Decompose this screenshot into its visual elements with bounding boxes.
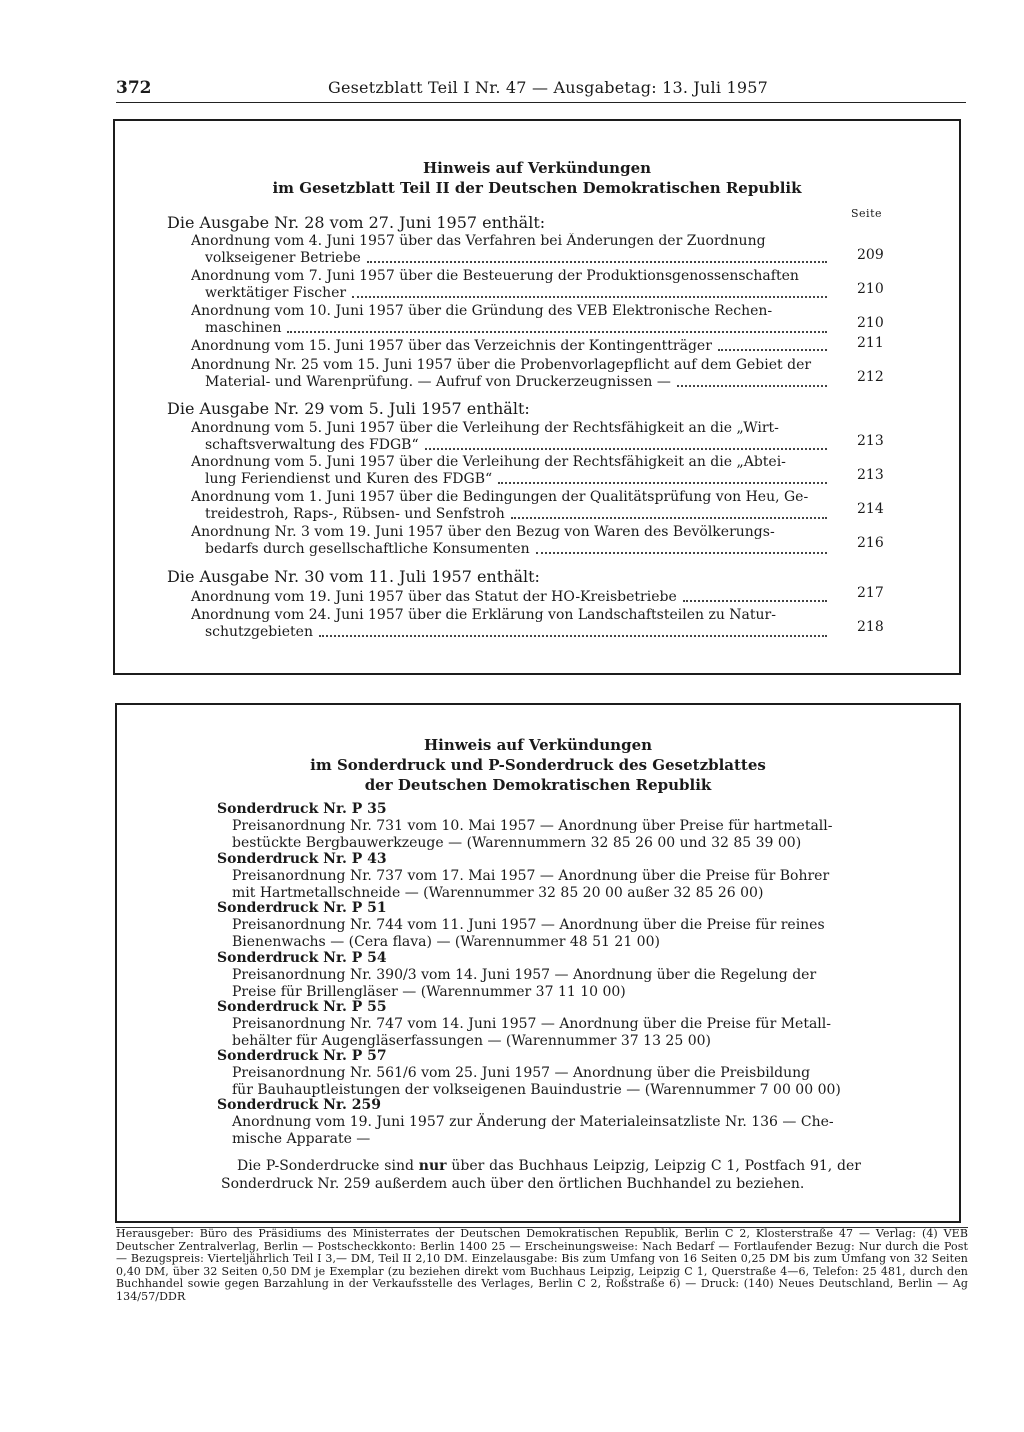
entry-line2: werktätiger Fischer <box>205 285 347 301</box>
sonderdruck-line1: Preisanordnung Nr. 737 vom 17. Mai 1957 — Anordnung über die Preise für Bohrer <box>232 868 830 884</box>
entry-line2: schaftsverwaltung des FDGB“ <box>205 437 419 453</box>
list-item <box>217 900 862 951</box>
entry-line2: bedarfs durch gesellschaftliche Konsumenten <box>205 541 530 557</box>
seite-label: Seite <box>851 207 882 220</box>
entry-line1: Anordnung vom 5. Juni 1957 über die Verleihung der Rechtsfähigkeit an die „Wirt- <box>191 420 779 436</box>
sonderdruck-line2: bestückte Bergbauwerkzeuge — (Warennummern 32 85 26 00 und 32 85 39 00) <box>232 835 802 851</box>
sonderdruck-heading: Sonderdruck Nr. P 55 <box>217 999 387 1015</box>
list-item <box>191 420 833 454</box>
sonderdruck-heading: Sonderdruck Nr. P 35 <box>217 801 387 817</box>
entry-line1: Anordnung vom 4. Juni 1957 über das Verfahren bei Änderungen der Zuordnung <box>191 233 766 249</box>
sonderdruck-line2: für Bauhauptleistungen der volkseigenen Bauindustrie — (Warennummer 7 00 00 00) <box>232 1082 841 1098</box>
list-item <box>217 1097 862 1148</box>
leader-dots <box>677 385 827 387</box>
note-text-post: über das Buchhaus Leipzig, Leipzig C 1, Postfach 91, der Sonderdruck Nr. 259 außerdem auch über den örtlichen Buchhandel zu beziehen. <box>221 1158 861 1192</box>
issue-heading-30: Die Ausgabe Nr. 30 vom 11. Juli 1957 enthält: <box>167 567 540 586</box>
sonderdruck-line2: mische Apparate — <box>232 1131 371 1147</box>
page-ref: 210 <box>857 315 884 331</box>
entry-line1: Anordnung vom 19. Juni 1957 über das Statut der HO-Kreisbetriebe <box>191 589 677 605</box>
list-item <box>191 233 833 267</box>
list-item <box>191 303 833 337</box>
list-item <box>191 524 833 558</box>
list-item <box>191 589 833 606</box>
sonderdruck-line1: Anordnung vom 19. Juni 1957 zur Änderung der Materialeinsatzliste Nr. 136 — Che- <box>232 1114 834 1130</box>
sonderdruck-heading: Sonderdruck Nr. P 43 <box>217 851 387 867</box>
sonderdruck-heading: Sonderdruck Nr. P 57 <box>217 1048 387 1064</box>
imprint-footer: Herausgeber: Büro des Präsidiums des Ministerrates der Deutschen Demokratischen Republik, Berlin C 2, Klosterstraße 47 — Verlag: (4) VEB Deutscher Zentralverlag, Berlin — Postscheckkonto: Berlin 1400 25 — Erscheinungsweise: Nach Bedarf — Fortlaufender Bezug: Nur durch die Post — Bezugspreis: Vierteljährlich Teil I 3,— DM, Teil II 2,10 DM. Einzelausgabe: Bis zum Umfang von 16 Seiten 0,25 DM bis zum Umfang von 32 Seiten 0,40 DM, über 32 Seiten 0,50 DM je Exemplar (zu beziehen direkt vom Buchhaus Leipzig, Leipzig C 1, Querstraße 4—6, Telefon: 25 481, durch den Buchhandel sowie gegen Barzahlung in der Verkaufsstelle des Verlages, Berlin C 2, Roßstraße 6) — Druck: (140) Neues Deutschland, Berlin — Ag 134/57/DDR <box>116 1227 968 1303</box>
entry-line1: Anordnung vom 15. Juni 1957 über das Verzeichnis der Kontingentträger <box>191 338 712 354</box>
page-ref: 209 <box>857 247 884 263</box>
page-ref: 218 <box>857 619 884 635</box>
page-ref: 214 <box>857 501 884 517</box>
leader-dots <box>718 349 827 351</box>
issue-heading-28: Die Ausgabe Nr. 28 vom 27. Juni 1957 enthält: <box>167 213 546 232</box>
list-item <box>191 489 833 523</box>
notice-box-sonderdruck <box>115 703 961 1223</box>
leader-dots <box>683 600 827 602</box>
sonderdruck-line1: Preisanordnung Nr. 731 vom 10. Mai 1957 — Anordnung über Preise für hartmetall- <box>232 818 833 834</box>
issue-heading-29: Die Ausgabe Nr. 29 vom 5. Juli 1957 enthält: <box>167 399 530 418</box>
page-ref: 210 <box>857 281 884 297</box>
page-ref: 213 <box>857 433 884 449</box>
box1-title <box>115 158 959 198</box>
entry-line2: lung Feriendienst und Kuren des FDGB“ <box>205 471 493 487</box>
page-ref: 216 <box>857 535 884 551</box>
box2-title-line2: im Sonderdruck und P-Sonderdruck des Gesetzblattes <box>310 756 766 774</box>
box1-title-line1: Hinweis auf Verkündungen <box>422 159 652 177</box>
list-item <box>217 801 862 852</box>
distribution-note <box>221 1157 861 1193</box>
page-ref: 212 <box>857 369 884 385</box>
page-ref: 211 <box>857 335 884 351</box>
box2-title-line1: Hinweis auf Verkündungen <box>423 736 653 754</box>
list-item <box>191 607 833 641</box>
list-item <box>217 1048 862 1099</box>
sonderdruck-line1: Preisanordnung Nr. 561/6 vom 25. Juni 1957 — Anordnung über die Preisbildung <box>232 1065 811 1081</box>
sonderdruck-line1: Preisanordnung Nr. 747 vom 14. Juni 1957 — Anordnung über die Preise für Metall- <box>232 1016 831 1032</box>
header-rule <box>116 102 966 103</box>
sonderdruck-line1: Preisanordnung Nr. 390/3 vom 14. Juni 1957 — Anordnung über die Regelung der <box>232 967 817 983</box>
sonderdruck-heading: Sonderdruck Nr. 259 <box>217 1097 382 1113</box>
box2-title <box>117 735 959 795</box>
leader-dots <box>511 517 827 519</box>
entry-line2: Material- und Warenprüfung. — Aufruf von Druckerzeugnissen — <box>205 374 671 390</box>
box1-title-line2: im Gesetzblatt Teil II der Deutschen Demokratischen Republik <box>272 179 802 197</box>
entry-line2: maschinen <box>205 320 282 336</box>
note-text-pre: Die P-Sonderdrucke sind <box>237 1158 419 1174</box>
entry-line1: Anordnung vom 7. Juni 1957 über die Besteuerung der Produktionsgenossenschaften <box>191 268 799 284</box>
entry-line1: Anordnung vom 24. Juni 1957 über die Erklärung von Landschaftsteilen zu Natur- <box>191 607 776 623</box>
sonderdruck-heading: Sonderdruck Nr. P 51 <box>217 900 387 916</box>
page-header <box>116 78 966 102</box>
page-ref: 217 <box>857 585 884 601</box>
sonderdruck-line2: mit Hartmetallschneide — (Warennummer 32 85 20 00 außer 32 85 26 00) <box>232 885 764 901</box>
leader-dots <box>352 296 827 298</box>
entry-line2: volkseigener Betriebe <box>205 250 361 266</box>
leader-dots <box>287 331 827 333</box>
entry-line1: Anordnung vom 10. Juni 1957 über die Gründung des VEB Elektronische Rechen- <box>191 303 773 319</box>
notice-box-part-two <box>113 119 961 675</box>
entry-line1: Anordnung vom 1. Juni 1957 über die Bedingungen der Qualitätsprüfung von Heu, Ge- <box>191 489 809 505</box>
leader-dots <box>367 261 827 263</box>
sonderdruck-line2: Bienenwachs — (Cera flava) — (Warennummer 48 51 21 00) <box>232 934 660 950</box>
list-item <box>217 950 862 1001</box>
sonderdruck-line2: Preise für Brillengläser — (Warennummer 37 11 10 00) <box>232 984 626 1000</box>
entry-line1: Anordnung Nr. 3 vom 19. Juni 1957 über den Bezug von Waren des Bevölkerungs- <box>191 524 775 540</box>
sonderdruck-line1: Preisanordnung Nr. 744 vom 11. Juni 1957 — Anordnung über die Preise für reines <box>232 917 825 933</box>
leader-dots <box>319 635 827 637</box>
list-item <box>191 454 833 488</box>
note-text-bold: nur <box>418 1158 447 1174</box>
list-item <box>191 268 833 302</box>
page-ref: 213 <box>857 467 884 483</box>
entry-line1: Anordnung vom 5. Juni 1957 über die Verleihung der Rechtsfähigkeit an die „Abtei- <box>191 454 786 470</box>
entry-line1: Anordnung Nr. 25 vom 15. Juni 1957 über die Probenvorlagepflicht auf dem Gebiet der <box>191 357 812 373</box>
sonderdruck-line2: behälter für Augengläserfassungen — (Warennummer 37 13 25 00) <box>232 1033 711 1049</box>
sonderdruck-heading: Sonderdruck Nr. P 54 <box>217 950 387 966</box>
leader-dots <box>536 552 827 554</box>
list-item <box>191 357 833 391</box>
running-title: Gesetzblatt Teil I Nr. 47 — Ausgabetag: 13. Juli 1957 <box>328 78 768 97</box>
list-item <box>217 851 862 902</box>
leader-dots <box>498 482 827 484</box>
page-number: 372 <box>116 78 152 98</box>
entry-line2: treidestroh, Raps-, Rübsen- und Senfstroh <box>205 506 505 522</box>
box2-title-line3: der Deutschen Demokratischen Republik <box>364 776 712 794</box>
entry-line2: schutzgebieten <box>205 624 313 640</box>
list-item <box>191 338 833 355</box>
leader-dots <box>425 448 827 450</box>
list-item <box>217 999 862 1050</box>
